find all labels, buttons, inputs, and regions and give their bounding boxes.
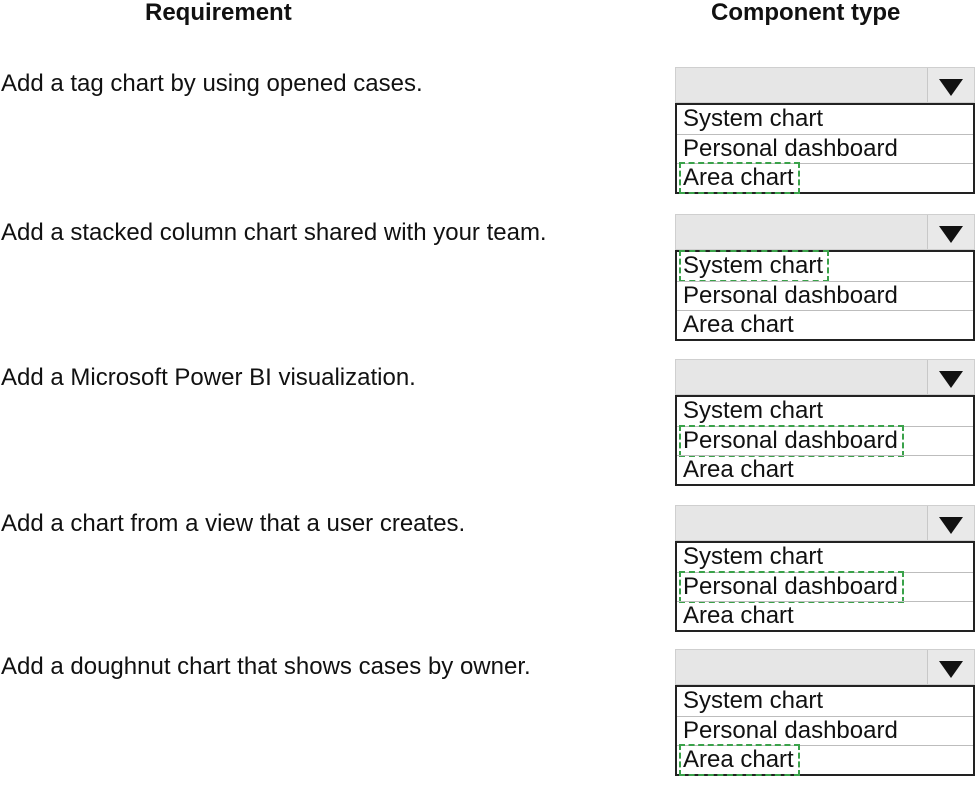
dropdown-button[interactable] bbox=[927, 360, 974, 394]
option-label: Area chart bbox=[681, 164, 798, 192]
triangle-down-icon bbox=[939, 371, 963, 388]
option-system-chart[interactable] bbox=[677, 543, 973, 572]
option-label: Area chart bbox=[683, 602, 794, 629]
requirement-text: Add a doughnut chart that shows cases by owner. bbox=[1, 653, 531, 680]
triangle-down-icon bbox=[939, 79, 963, 96]
options-list bbox=[675, 250, 975, 341]
requirement-text: Add a chart from a view that a user creates. bbox=[1, 510, 466, 537]
option-personal-dashboard[interactable] bbox=[677, 134, 973, 163]
option-label: Personal dashboard bbox=[683, 282, 898, 309]
options-list bbox=[675, 395, 975, 486]
option-label: System chart bbox=[681, 252, 827, 280]
requirement-row bbox=[0, 649, 976, 789]
requirement-text: Add a tag chart by using opened cases. bbox=[1, 70, 423, 97]
dropdown-button[interactable] bbox=[927, 215, 974, 249]
component-type-dropdown[interactable] bbox=[675, 214, 975, 250]
triangle-down-icon bbox=[939, 226, 963, 243]
requirement-text: Add a Microsoft Power BI visualization. bbox=[1, 364, 416, 391]
option-label: Personal dashboard bbox=[683, 717, 898, 744]
option-area-chart[interactable] bbox=[677, 163, 973, 192]
option-label: Personal dashboard bbox=[681, 427, 902, 455]
component-type-dropdown[interactable] bbox=[675, 67, 975, 103]
option-system-chart[interactable] bbox=[677, 252, 973, 281]
option-system-chart[interactable] bbox=[677, 687, 973, 716]
option-personal-dashboard[interactable] bbox=[677, 426, 973, 455]
option-area-chart[interactable] bbox=[677, 601, 973, 630]
option-label: Area chart bbox=[683, 456, 794, 483]
option-label: System chart bbox=[683, 543, 824, 570]
dropdown-button[interactable] bbox=[927, 650, 974, 684]
component-type-dropdown[interactable] bbox=[675, 649, 975, 685]
requirement-row bbox=[0, 214, 976, 354]
component-type-header: Component type bbox=[711, 0, 901, 26]
option-label: Area chart bbox=[681, 746, 798, 774]
options-list bbox=[675, 541, 975, 632]
options-list bbox=[675, 103, 975, 194]
option-area-chart[interactable] bbox=[677, 455, 973, 484]
option-system-chart[interactable] bbox=[677, 397, 973, 426]
option-label: System chart bbox=[683, 105, 824, 132]
option-label: Personal dashboard bbox=[683, 135, 898, 162]
requirement-row bbox=[0, 359, 976, 499]
requirement-text: Add a stacked column chart shared with your team. bbox=[1, 219, 547, 246]
option-label: System chart bbox=[683, 397, 824, 424]
dropdown-button[interactable] bbox=[927, 68, 974, 102]
option-area-chart[interactable] bbox=[677, 745, 973, 774]
option-label: Personal dashboard bbox=[681, 573, 902, 601]
options-list bbox=[675, 685, 975, 776]
option-personal-dashboard[interactable] bbox=[677, 572, 973, 601]
option-personal-dashboard[interactable] bbox=[677, 281, 973, 310]
option-area-chart[interactable] bbox=[677, 310, 973, 339]
option-personal-dashboard[interactable] bbox=[677, 716, 973, 745]
dropdown-button[interactable] bbox=[927, 506, 974, 540]
requirement-row bbox=[0, 505, 976, 645]
component-type-dropdown[interactable] bbox=[675, 359, 975, 395]
triangle-down-icon bbox=[939, 517, 963, 534]
requirement-header: Requirement bbox=[145, 0, 292, 26]
component-type-dropdown[interactable] bbox=[675, 505, 975, 541]
option-label: Area chart bbox=[683, 311, 794, 338]
triangle-down-icon bbox=[939, 661, 963, 678]
requirement-row bbox=[0, 67, 976, 207]
option-system-chart[interactable] bbox=[677, 105, 973, 134]
option-label: System chart bbox=[683, 687, 824, 714]
